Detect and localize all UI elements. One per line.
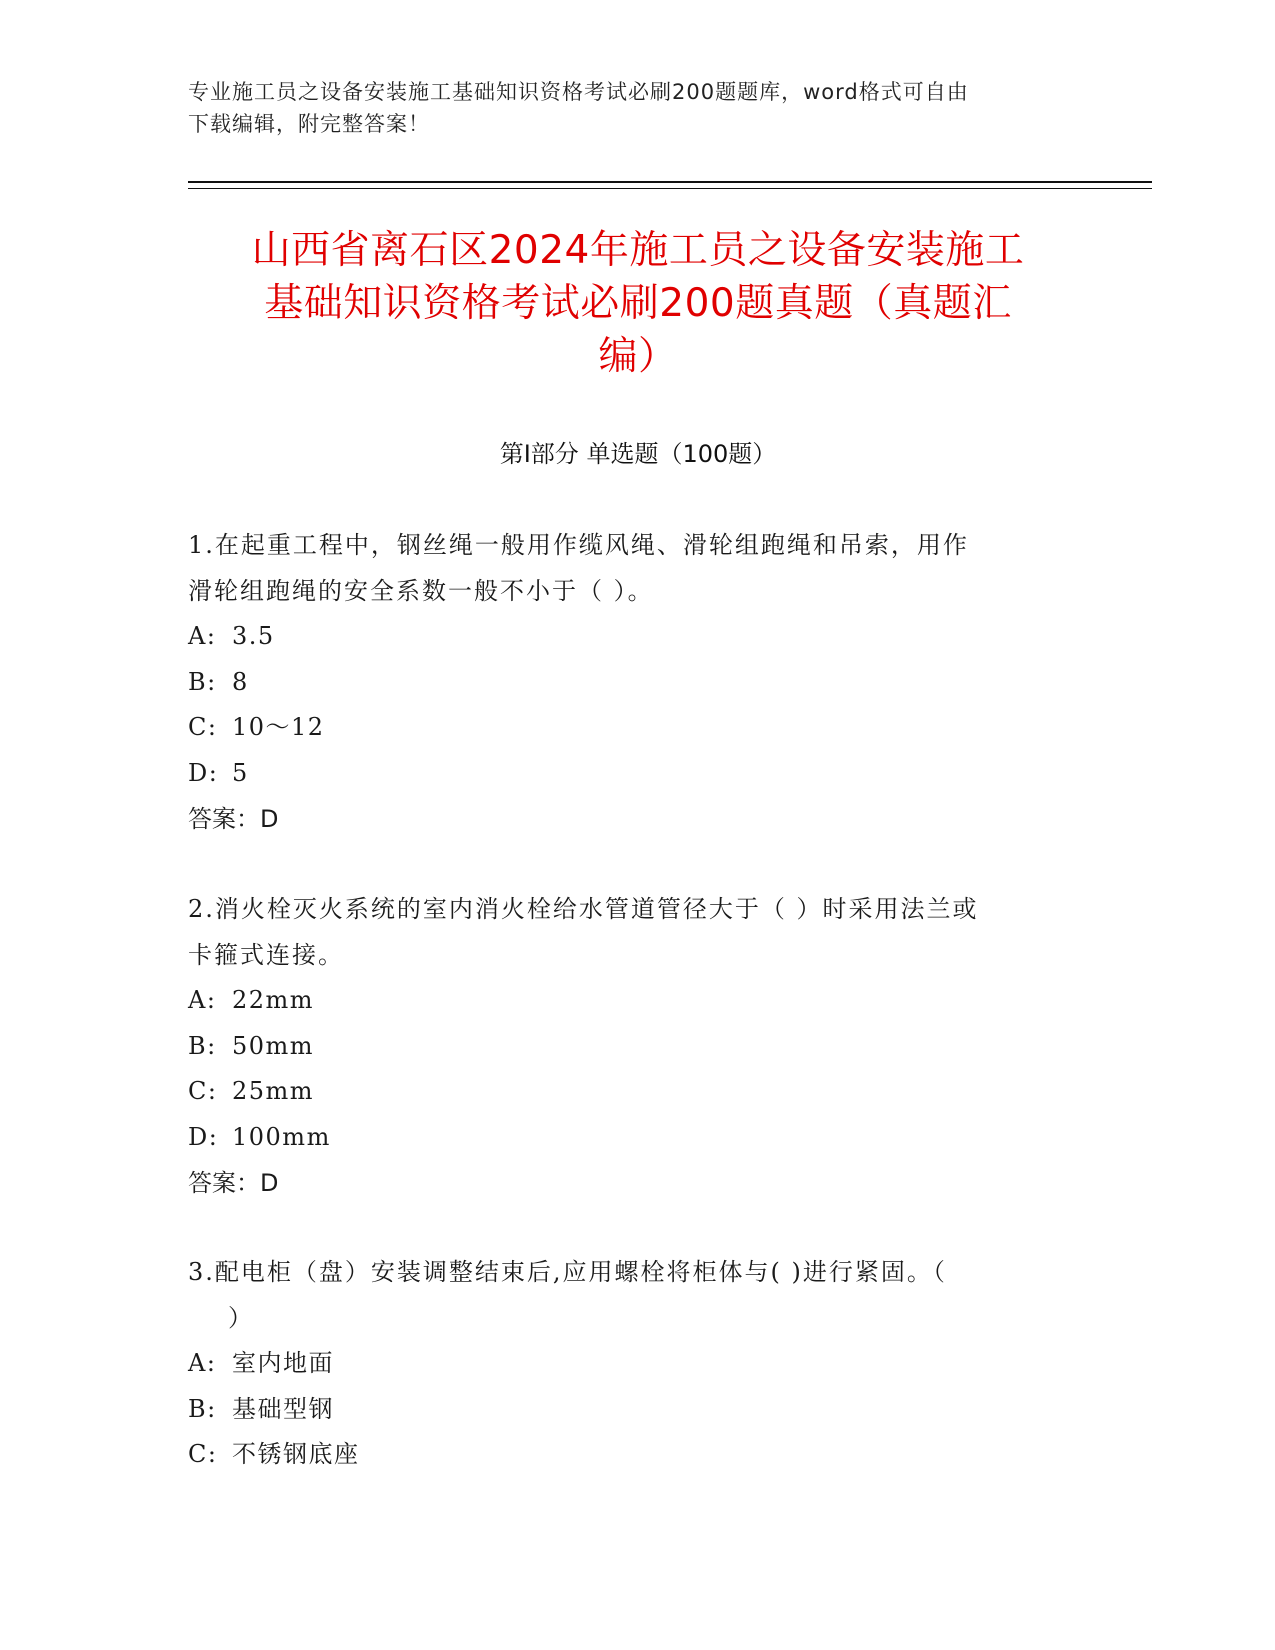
option-b: [188, 1387, 1068, 1433]
option-text: 基础型钢: [232, 1394, 334, 1423]
question-stem-line-1: 2.消火栓灭火系统的室内消火栓给水管道管径大于（ ）时采用法兰或: [188, 895, 979, 923]
option-a: [188, 978, 1068, 1024]
option-label: C:: [188, 1077, 218, 1105]
section-heading: 第Ⅰ部分 单选题（100题）: [499, 440, 777, 468]
question-stem-line-1: 3.配电柜（盘）安装调整结束后,应用螺栓将柜体与( )进行紧固。（: [188, 1258, 947, 1286]
option-c: [188, 1432, 1068, 1478]
question-stem: [188, 886, 1068, 978]
option-label: C:: [188, 713, 218, 741]
document-title-line-2: 基础知识资格考试必刷200题真题（真题汇: [264, 281, 1012, 326]
option-text: 3.5: [232, 622, 275, 650]
question-stem-line-2: 滑轮组跑绳的安全系数一般不小于（ ）。: [188, 577, 654, 605]
question-stem: [188, 522, 1068, 614]
option-a: [188, 1341, 1068, 1387]
question-3: [188, 1249, 1068, 1478]
option-b: [188, 1024, 1068, 1070]
document-title: [188, 224, 1088, 383]
answer: 答案：D: [188, 805, 279, 833]
question-1: [188, 522, 1068, 842]
header-note-line-2: 下载编辑，附完整答案！: [188, 112, 430, 136]
option-a: [188, 614, 1068, 660]
option-c: [188, 1069, 1068, 1115]
option-text: 22mm: [232, 986, 315, 1014]
question-stem: [188, 1249, 1068, 1341]
question-stem-line-1: 1.在起重工程中，钢丝绳一般用作缆风绳、滑轮组跑绳和吊索，用作: [188, 531, 969, 559]
document-title-line-1: 山西省离石区2024年施工员之设备安装施工: [251, 228, 1025, 273]
answer: 答案：D: [188, 1169, 279, 1197]
option-d: [188, 1115, 1068, 1161]
option-text: 25mm: [232, 1077, 315, 1105]
option-label: A:: [188, 622, 217, 650]
option-text: 5: [232, 758, 249, 787]
option-b: [188, 660, 1068, 706]
option-label: B:: [188, 1394, 217, 1423]
option-label: D:: [188, 758, 219, 787]
option-label: A:: [188, 986, 217, 1014]
option-text: 50mm: [232, 1031, 315, 1060]
document-title-line-3: 编）: [598, 334, 678, 379]
question-stem-line-2: ）: [228, 1304, 254, 1332]
option-text: 不锈钢底座: [232, 1440, 360, 1468]
option-label: B:: [188, 667, 217, 696]
option-label: B:: [188, 1031, 217, 1060]
option-label: C:: [188, 1440, 218, 1468]
question-2: [188, 886, 1068, 1206]
option-text: 室内地面: [232, 1349, 334, 1377]
option-label: D:: [188, 1122, 219, 1151]
question-stem-line-2: 卡箍式连接。: [188, 941, 344, 969]
option-c: [188, 705, 1068, 751]
option-d: [188, 751, 1068, 797]
option-text: 8: [232, 667, 249, 696]
option-label: A:: [188, 1349, 217, 1377]
header-divider-thin: [188, 188, 1152, 189]
document-header-note: [188, 76, 1068, 140]
option-text: 10～12: [232, 713, 325, 741]
header-divider-thick: [188, 181, 1152, 183]
header-note-line-1: 专业施工员之设备安装施工基础知识资格考试必刷200题题库，word格式可自由: [188, 80, 969, 104]
option-text: 100mm: [232, 1122, 331, 1151]
